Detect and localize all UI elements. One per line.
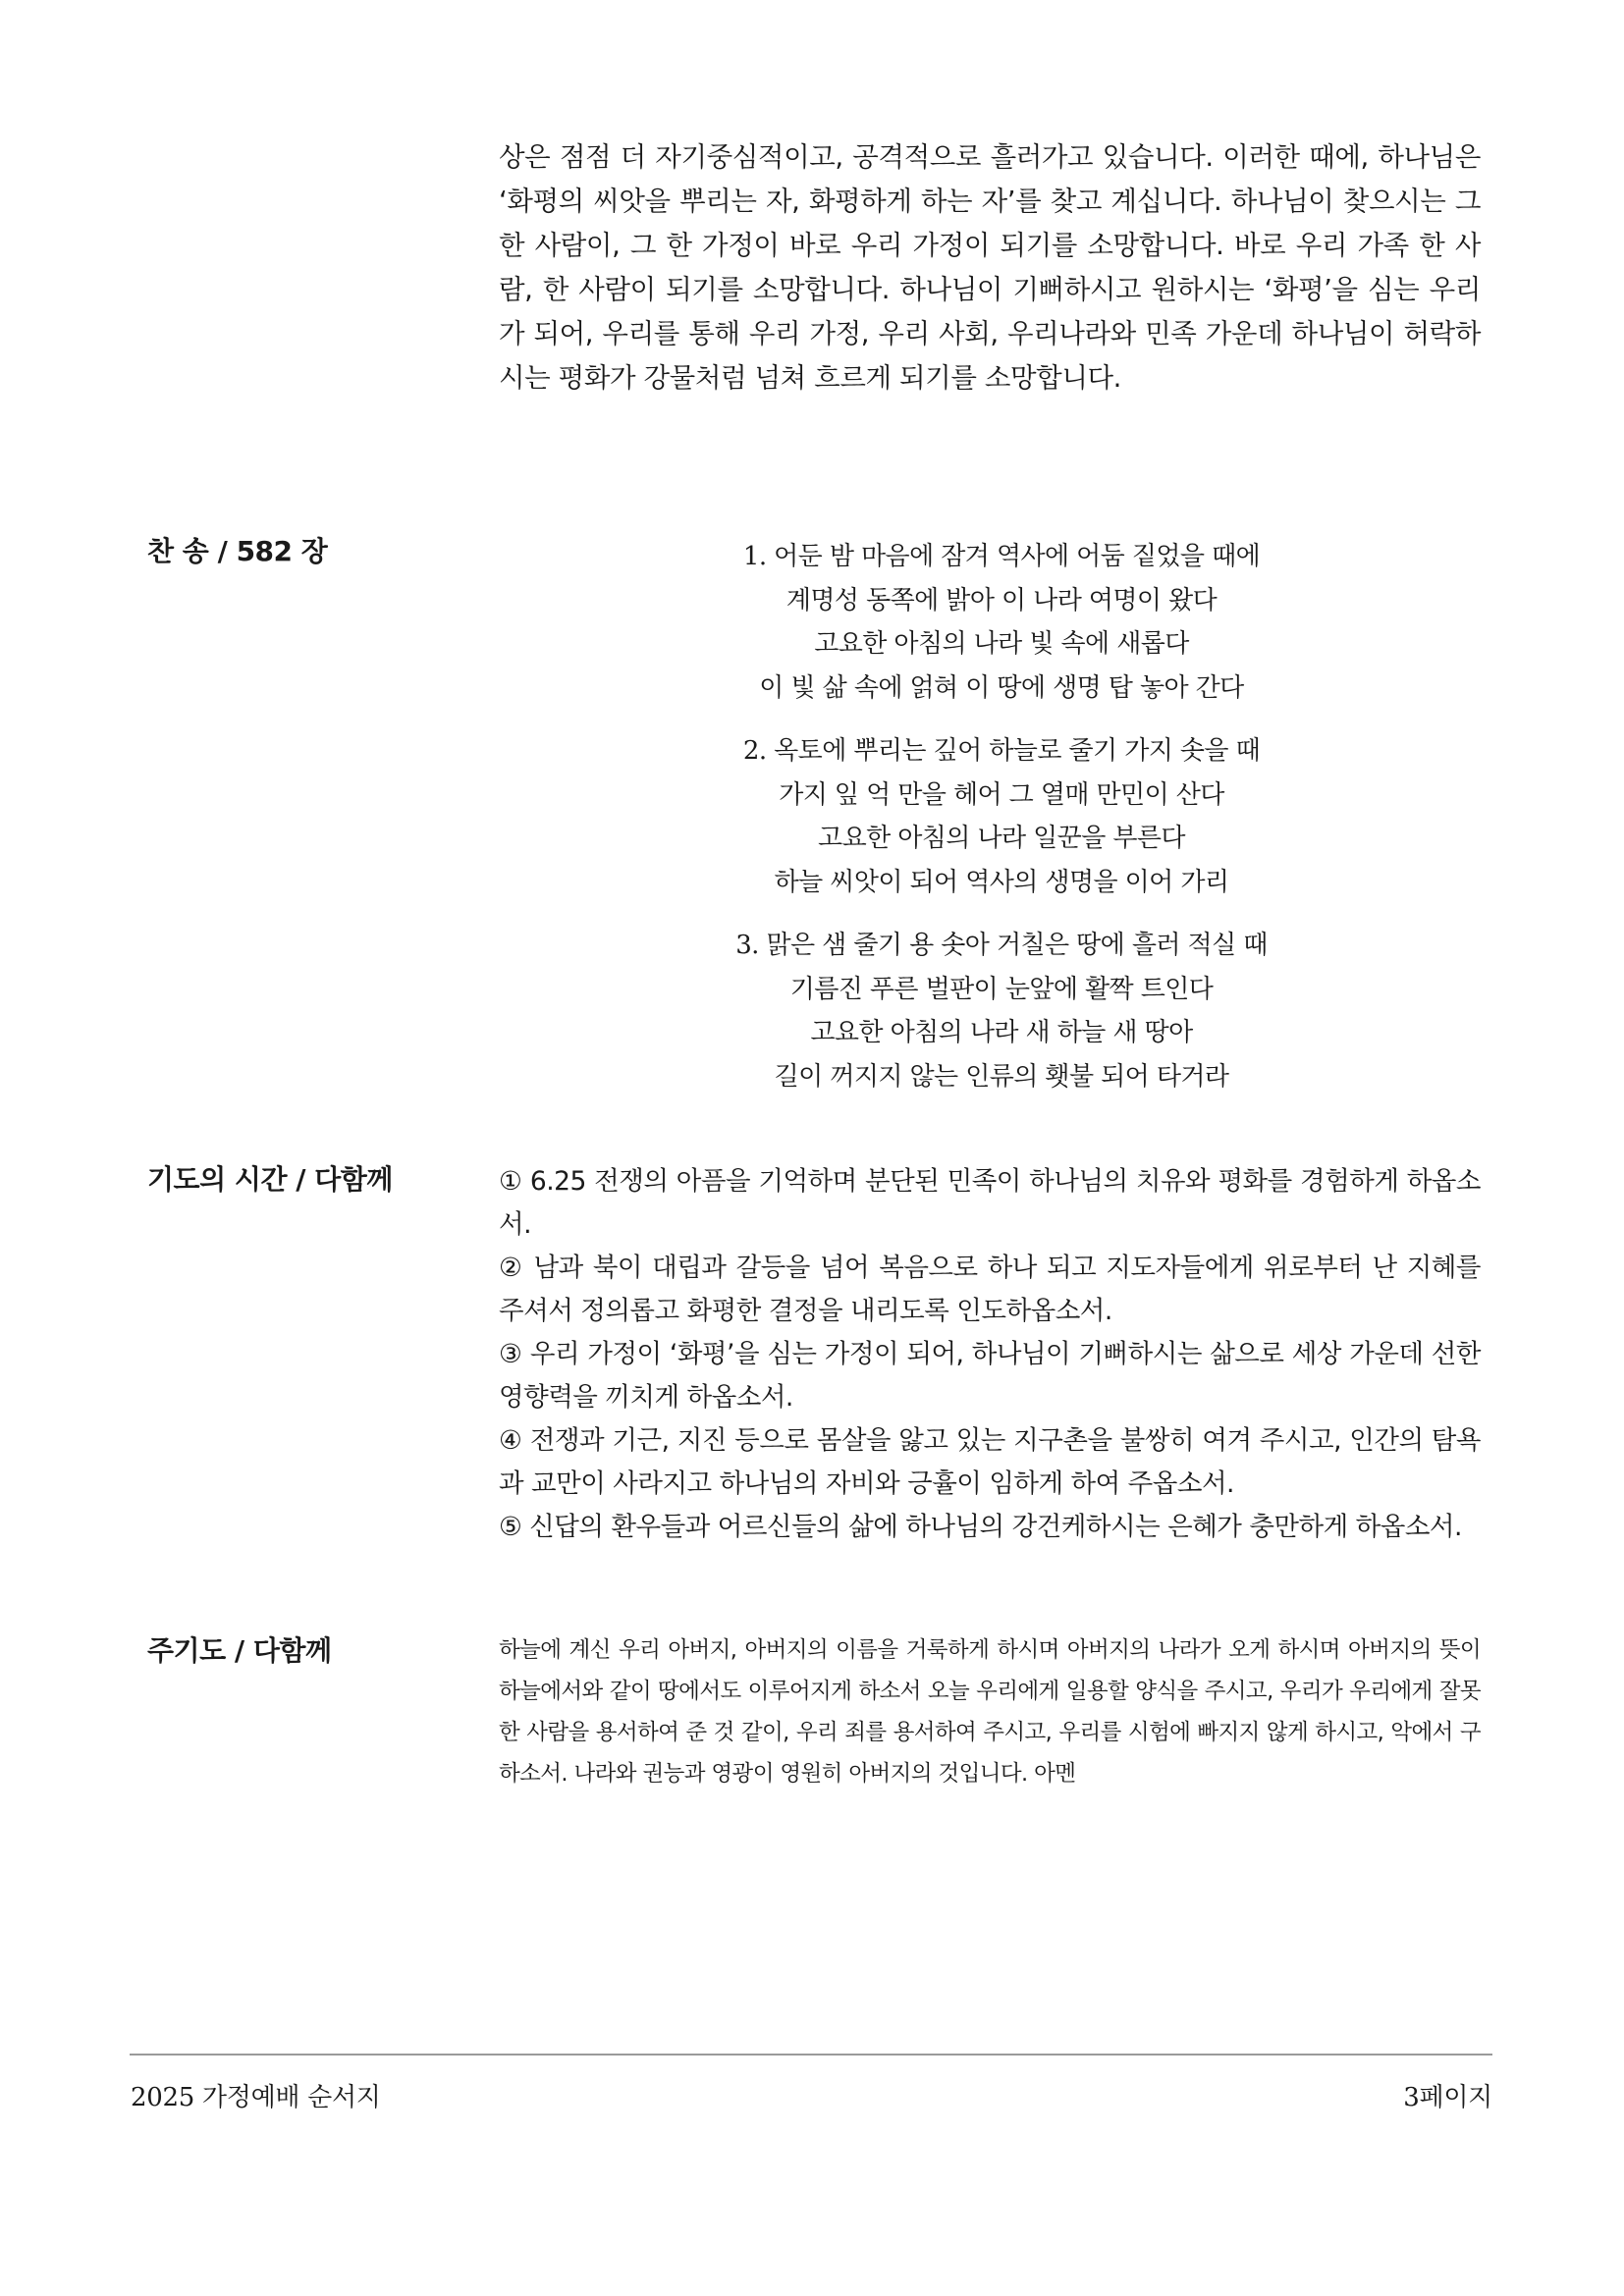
hymn-line: 길이 꺼지지 않는 인류의 횃불 되어 타거라	[774, 1061, 1229, 1092]
hymn-line: 1. 어둔 밤 마음에 잠겨 역사에 어둠 짙었을 때에	[742, 542, 1261, 571]
hymn-line: 계명성 동쪽에 밝아 이 나라 여명이 왔다	[785, 585, 1218, 615]
hymn-lyrics	[589, 535, 1414, 1118]
hymn-verse-1	[589, 535, 1414, 710]
hymn-line: 이 빛 삶 속에 얽혀 이 땅에 생명 탑 놓아 간다	[759, 672, 1244, 703]
prayer-item: ⑤ 신답의 환우들과 어르신들의 삶에 하나님의 강건케하시는 은혜가 충만하게 하옵소서.	[499, 1512, 1462, 1542]
hymn-line: 2. 옥토에 뿌리는 깊어 하늘로 줄기 가지 솟을 때	[742, 736, 1261, 766]
hymn-line: 3. 맑은 샘 줄기 용 솟아 거칠은 땅에 흘러 적실 때	[735, 931, 1268, 960]
hymn-line: 하늘 씨앗이 되어 역사의 생명을 이어 가리	[774, 867, 1229, 897]
hymn-line: 가지 잎 억 만을 헤어 그 열매 만민이 산다	[779, 779, 1224, 810]
prayer-item: ③ 우리 가정이 ‘화평’을 심는 가정이 되어, 하나님이 기뻐하시는 삶으로 세상 가운데 선한 영향력을 끼치게 하옵소서.	[499, 1339, 1481, 1413]
hymn-line: 고요한 아침의 나라 빛 속에 새롭다	[814, 629, 1189, 659]
prayer-item: ② 남과 북이 대립과 갈등을 넘어 복음으로 하나 되고 지도자들에게 위로부터 난 지혜를 주셔서 정의롭고 화평한 결정을 내리도록 인도하옵소서.	[499, 1253, 1481, 1326]
hymn-line: 고요한 아침의 나라 일꾼을 부른다	[818, 824, 1185, 853]
prayer-list	[499, 1160, 1481, 1549]
lords-prayer-text: 하늘에 계신 우리 아버지, 아버지의 이름을 거룩하게 하시며 아버지의 나라가 오게 하시며 아버지의 뜻이 하늘에서와 같이 땅에서도 이루어지게 하소서 오늘 우리에게 일용할 양식을 주시고, 우리가 우리에게 잘못한 사람을 용서하여 준 것 같이, 우리 죄를 용서하여 주시고, 우리를 시험에 빠지지 않게 하시고, 악에서 구하소서. 나라와 권능과 영광이 영원히 아버지의 것입니다. 아멘	[499, 1637, 1481, 1787]
hymn-line: 고요한 아침의 나라 새 하늘 새 땅아	[810, 1018, 1193, 1047]
footer-document-title: 2025 가정예배 순서지	[131, 2083, 381, 2112]
hymn-verse-3	[589, 924, 1414, 1098]
hymn-line: 기름진 푸른 벌판이 눈앞에 활짝 트인다	[789, 974, 1214, 1004]
hymn-verse-2	[589, 729, 1414, 904]
prayer-time-label: 기도의 시간 / 다함께	[147, 1163, 393, 1196]
hymn-label: 찬 송 / 582 장	[147, 535, 328, 567]
footer-divider	[130, 2054, 1492, 2056]
footer-page-number: 3페이지	[1403, 2083, 1492, 2112]
sermon-closing-paragraph: 상은 점점 더 자기중심적이고, 공격적으로 흘러가고 있습니다. 이러한 때에, 하나님은 ‘화평의 씨앗을 뿌리는 자, 화평하게 하는 자’를 찾고 계십니다. 하나님이 찾으시는 그 한 사람이, 그 한 가정이 바로 우리 가정이 되기를 소망합니다. 바로 우리 가족 한 사람, 한 사람이 되기를 소망합니다. 하나님이 기뻐하시고 원하시는 ‘화평’을 심는 우리가 되어, 우리를 통해 우리 가정, 우리 사회, 우리나라와 민족 가운데 하나님이 허락하시는 평화가 강물처럼 넘쳐 흐르게 되기를 소망합니다.	[499, 141, 1481, 394]
prayer-item: ① 6.25 전쟁의 아픔을 기억하며 분단된 민족이 하나님의 치유와 평화를 경험하게 하옵소서.	[499, 1166, 1481, 1240]
prayer-item: ④ 전쟁과 기근, 지진 등으로 몸살을 앓고 있는 지구촌을 불쌍히 여겨 주시고, 인간의 탐욕과 교만이 사라지고 하나님의 자비와 긍휼이 임하게 하여 주옵소서.	[499, 1425, 1481, 1499]
lords-prayer-label: 주기도 / 다함께	[147, 1634, 332, 1667]
